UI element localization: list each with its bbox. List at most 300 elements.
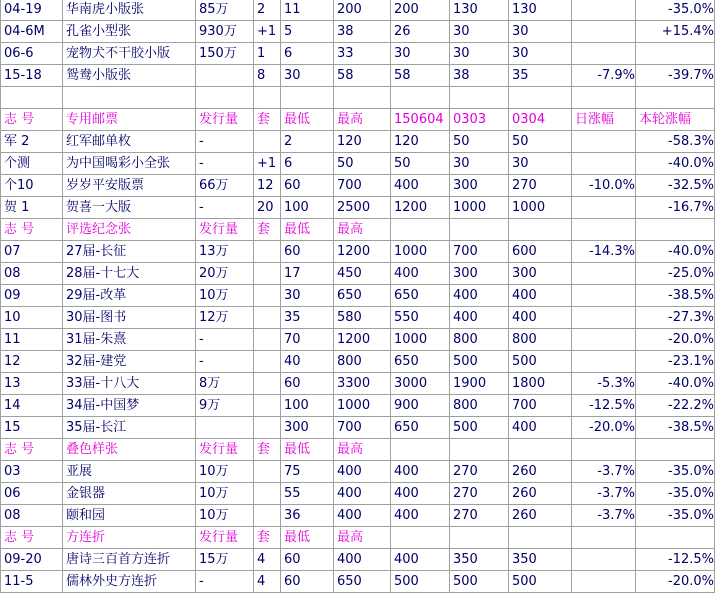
cell-round[interactable]: -39.7% (636, 65, 715, 87)
cell-set[interactable] (254, 505, 281, 527)
cell-name[interactable]: 28届-十七大 (63, 263, 196, 285)
cell-set[interactable] (254, 307, 281, 329)
cell-round[interactable]: -38.5% (636, 417, 715, 439)
cell-p150604[interactable]: 400 (391, 175, 450, 197)
cell-p0303[interactable]: 400 (450, 307, 509, 329)
cell-high[interactable]: 1200 (334, 241, 391, 263)
cell-p0304[interactable]: 50 (509, 131, 572, 153)
cell-daily[interactable] (572, 43, 636, 65)
cell-p0303[interactable]: 800 (450, 395, 509, 417)
cell-issue[interactable]: 13万 (196, 241, 254, 263)
cell-p0303[interactable]: 270 (450, 505, 509, 527)
cell-code[interactable]: 04-19 (1, 0, 63, 21)
cell-round[interactable]: -20.0% (636, 571, 715, 593)
cell-issue[interactable]: - (196, 351, 254, 373)
cell-p0303[interactable]: 30 (450, 153, 509, 175)
cell-high[interactable]: 58 (334, 65, 391, 87)
cell-name[interactable]: 唐诗三百首方连折 (63, 549, 196, 571)
cell-code[interactable]: 04-6M (1, 21, 63, 43)
cell-high[interactable]: 2500 (334, 197, 391, 219)
cell-high[interactable]: 50 (334, 153, 391, 175)
cell-code[interactable]: 志 号 (1, 219, 63, 241)
cell-set[interactable]: +1 (254, 21, 281, 43)
cell-p150604[interactable]: 1000 (391, 241, 450, 263)
cell-p150604[interactable]: 1000 (391, 329, 450, 351)
cell-name[interactable]: 35届-长江 (63, 417, 196, 439)
cell-high[interactable]: 最高 (334, 109, 391, 131)
cell-daily[interactable] (572, 131, 636, 153)
cell-high[interactable]: 450 (334, 263, 391, 285)
cell-name[interactable]: 30届-图书 (63, 307, 196, 329)
cell-set[interactable]: 12 (254, 175, 281, 197)
cell-p0303[interactable]: 270 (450, 483, 509, 505)
cell-high[interactable]: 120 (334, 131, 391, 153)
cell-code[interactable]: 个10 (1, 175, 63, 197)
cell-round[interactable]: -40.0% (636, 153, 715, 175)
cell-issue[interactable]: 10万 (196, 505, 254, 527)
cell-low[interactable]: 35 (281, 307, 334, 329)
cell-p150604[interactable] (391, 219, 450, 241)
cell-code[interactable]: 个测 (1, 153, 63, 175)
cell-issue[interactable]: 10万 (196, 285, 254, 307)
cell-p150604[interactable]: 30 (391, 43, 450, 65)
cell-daily[interactable] (572, 571, 636, 593)
cell-set[interactable]: 2 (254, 0, 281, 21)
cell-daily[interactable]: -14.3% (572, 241, 636, 263)
cell-daily[interactable] (572, 329, 636, 351)
cell-daily[interactable] (572, 439, 636, 461)
cell-high[interactable]: 38 (334, 21, 391, 43)
cell-p0304[interactable]: 35 (509, 65, 572, 87)
cell-code[interactable]: 14 (1, 395, 63, 417)
cell-p0304[interactable]: 400 (509, 285, 572, 307)
cell-high[interactable]: 400 (334, 549, 391, 571)
cell-p0304[interactable] (509, 219, 572, 241)
cell-daily[interactable]: 日涨幅 (572, 109, 636, 131)
cell-p0304[interactable]: 800 (509, 329, 572, 351)
cell-name[interactable]: 华南虎小版张 (63, 0, 196, 21)
cell-name[interactable]: 贺喜一大版 (63, 197, 196, 219)
cell-p150604[interactable]: 550 (391, 307, 450, 329)
cell-round[interactable]: -27.3% (636, 307, 715, 329)
cell-name[interactable]: 33届-十八大 (63, 373, 196, 395)
cell-daily[interactable]: -10.0% (572, 175, 636, 197)
cell-low[interactable]: 2 (281, 131, 334, 153)
cell-issue[interactable]: - (196, 153, 254, 175)
table-row (1, 329, 715, 351)
cell-low[interactable]: 55 (281, 483, 334, 505)
cell-p0304[interactable]: 700 (509, 395, 572, 417)
cell-p0303[interactable]: 30 (450, 43, 509, 65)
cell-high[interactable]: 700 (334, 417, 391, 439)
cell-low[interactable]: 75 (281, 461, 334, 483)
cell-name[interactable]: 专用邮票 (63, 109, 196, 131)
cell-p0304[interactable] (509, 527, 572, 549)
cell-code[interactable]: 11 (1, 329, 63, 351)
cell-high[interactable]: 400 (334, 461, 391, 483)
cell-name[interactable]: 鸳鸯小版张 (63, 65, 196, 87)
cell-p0303[interactable]: 800 (450, 329, 509, 351)
cell-issue[interactable]: 8万 (196, 373, 254, 395)
cell-name[interactable]: 儒林外史方连折 (63, 571, 196, 593)
cell-p150604[interactable]: 58 (391, 65, 450, 87)
cell-p0303[interactable]: 1000 (450, 197, 509, 219)
cell-p0304[interactable]: 300 (509, 263, 572, 285)
cell-daily[interactable] (572, 307, 636, 329)
cell-round[interactable] (636, 87, 715, 109)
cell-p0303[interactable]: 700 (450, 241, 509, 263)
cell-daily[interactable]: -12.5% (572, 395, 636, 417)
table-row (1, 417, 715, 439)
cell-round[interactable]: -35.0% (636, 0, 715, 21)
cell-p0303[interactable]: 500 (450, 351, 509, 373)
cell-p0303[interactable] (450, 439, 509, 461)
cell-round[interactable]: 本轮涨幅 (636, 109, 715, 131)
cell-name[interactable]: 宠物犬不干胶小版 (63, 43, 196, 65)
cell-p150604[interactable]: 150604 (391, 109, 450, 131)
cell-high[interactable]: 580 (334, 307, 391, 329)
cell-code[interactable]: 03 (1, 461, 63, 483)
cell-p150604[interactable] (391, 87, 450, 109)
cell-p0303[interactable]: 0303 (450, 109, 509, 131)
section-header-row (1, 109, 715, 131)
cell-p0304[interactable]: 0304 (509, 109, 572, 131)
cell-high[interactable]: 1000 (334, 395, 391, 417)
cell-p150604[interactable]: 500 (391, 571, 450, 593)
cell-issue[interactable]: 20万 (196, 263, 254, 285)
cell-name[interactable]: 34届-中国梦 (63, 395, 196, 417)
cell-p150604[interactable]: 26 (391, 21, 450, 43)
cell-code[interactable]: 志 号 (1, 439, 63, 461)
cell-set[interactable] (254, 87, 281, 109)
cell-daily[interactable]: -3.7% (572, 505, 636, 527)
cell-high[interactable]: 650 (334, 571, 391, 593)
cell-code[interactable]: 09 (1, 285, 63, 307)
cell-p0303[interactable]: 270 (450, 461, 509, 483)
cell-p0304[interactable]: 600 (509, 241, 572, 263)
cell-daily[interactable] (572, 527, 636, 549)
cell-issue[interactable]: 66万 (196, 175, 254, 197)
cell-name[interactable]: 叠色样张 (63, 439, 196, 461)
cell-set[interactable] (254, 417, 281, 439)
cell-code[interactable]: 06 (1, 483, 63, 505)
cell-round[interactable] (636, 527, 715, 549)
cell-daily[interactable] (572, 153, 636, 175)
cell-low[interactable]: 30 (281, 65, 334, 87)
cell-name[interactable] (63, 87, 196, 109)
cell-p150604[interactable]: 400 (391, 483, 450, 505)
cell-high[interactable]: 33 (334, 43, 391, 65)
cell-name[interactable]: 29届-改革 (63, 285, 196, 307)
cell-p0303[interactable]: 500 (450, 571, 509, 593)
cell-low[interactable]: 60 (281, 175, 334, 197)
cell-low[interactable]: 100 (281, 197, 334, 219)
cell-round[interactable]: -35.0% (636, 505, 715, 527)
cell-issue[interactable]: 85万 (196, 0, 254, 21)
cell-high[interactable]: 200 (334, 0, 391, 21)
cell-issue[interactable] (196, 65, 254, 87)
cell-p0304[interactable]: 400 (509, 417, 572, 439)
cell-round[interactable]: -23.1% (636, 351, 715, 373)
cell-p0303[interactable]: 130 (450, 0, 509, 21)
cell-issue[interactable]: 930万 (196, 21, 254, 43)
cell-low[interactable]: 300 (281, 417, 334, 439)
cell-p0304[interactable]: 30 (509, 153, 572, 175)
cell-name[interactable]: 岁岁平安版票 (63, 175, 196, 197)
cell-daily[interactable]: -3.7% (572, 483, 636, 505)
cell-issue[interactable]: - (196, 131, 254, 153)
cell-set[interactable]: 20 (254, 197, 281, 219)
cell-issue[interactable]: 15万 (196, 549, 254, 571)
cell-name[interactable]: 颐和园 (63, 505, 196, 527)
cell-round[interactable]: -58.3% (636, 131, 715, 153)
cell-round[interactable]: -16.7% (636, 197, 715, 219)
cell-issue[interactable]: - (196, 197, 254, 219)
cell-code[interactable]: 10 (1, 307, 63, 329)
cell-high[interactable]: 最高 (334, 439, 391, 461)
cell-code[interactable]: 08 (1, 263, 63, 285)
cell-p0303[interactable] (450, 219, 509, 241)
cell-name[interactable]: 亚展 (63, 461, 196, 483)
cell-low[interactable]: 40 (281, 351, 334, 373)
cell-p150604[interactable]: 400 (391, 549, 450, 571)
cell-p0304[interactable] (509, 87, 572, 109)
cell-high[interactable] (334, 87, 391, 109)
cell-code[interactable]: 志 号 (1, 109, 63, 131)
cell-high[interactable]: 1200 (334, 329, 391, 351)
cell-p150604[interactable]: 400 (391, 263, 450, 285)
cell-daily[interactable] (572, 197, 636, 219)
cell-p150604[interactable]: 400 (391, 505, 450, 527)
cell-issue[interactable]: 10万 (196, 483, 254, 505)
cell-p0303[interactable]: 350 (450, 549, 509, 571)
cell-p150604[interactable]: 900 (391, 395, 450, 417)
cell-low[interactable]: 最低 (281, 109, 334, 131)
cell-daily[interactable]: -3.7% (572, 461, 636, 483)
cell-low[interactable]: 最低 (281, 527, 334, 549)
cell-low[interactable]: 70 (281, 329, 334, 351)
cell-p150604[interactable]: 650 (391, 417, 450, 439)
cell-set[interactable]: 4 (254, 571, 281, 593)
cell-p0304[interactable]: 30 (509, 21, 572, 43)
cell-p150604[interactable]: 650 (391, 351, 450, 373)
cell-p150604[interactable]: 650 (391, 285, 450, 307)
cell-daily[interactable]: -20.0% (572, 417, 636, 439)
cell-issue[interactable]: - (196, 329, 254, 351)
cell-low[interactable]: 6 (281, 43, 334, 65)
cell-round[interactable] (636, 43, 715, 65)
cell-name[interactable]: 32届-建党 (63, 351, 196, 373)
cell-p0304[interactable]: 400 (509, 307, 572, 329)
cell-daily[interactable] (572, 219, 636, 241)
cell-code[interactable]: 军 2 (1, 131, 63, 153)
cell-p150604[interactable] (391, 439, 450, 461)
cell-round[interactable]: -40.0% (636, 373, 715, 395)
cell-low[interactable]: 60 (281, 241, 334, 263)
cell-set[interactable] (254, 351, 281, 373)
cell-p0304[interactable]: 500 (509, 351, 572, 373)
cell-high[interactable]: 400 (334, 505, 391, 527)
cell-p150604[interactable]: 120 (391, 131, 450, 153)
cell-p150604[interactable]: 3000 (391, 373, 450, 395)
cell-round[interactable]: -25.0% (636, 263, 715, 285)
cell-round[interactable]: -35.0% (636, 483, 715, 505)
cell-set[interactable] (254, 483, 281, 505)
cell-code[interactable]: 志 号 (1, 527, 63, 549)
cell-p0304[interactable]: 130 (509, 0, 572, 21)
cell-round[interactable]: -32.5% (636, 175, 715, 197)
cell-set[interactable]: 套 (254, 527, 281, 549)
cell-p0303[interactable]: 50 (450, 131, 509, 153)
cell-high[interactable]: 3300 (334, 373, 391, 395)
cell-p0304[interactable]: 30 (509, 43, 572, 65)
cell-daily[interactable]: -5.3% (572, 373, 636, 395)
cell-code[interactable]: 13 (1, 373, 63, 395)
cell-low[interactable]: 36 (281, 505, 334, 527)
cell-daily[interactable] (572, 549, 636, 571)
cell-round[interactable]: +15.4% (636, 21, 715, 43)
cell-code[interactable]: 07 (1, 241, 63, 263)
cell-p0304[interactable]: 270 (509, 175, 572, 197)
cell-p150604[interactable]: 1200 (391, 197, 450, 219)
cell-p0304[interactable]: 260 (509, 461, 572, 483)
cell-name[interactable]: 27届-长征 (63, 241, 196, 263)
cell-issue[interactable] (196, 417, 254, 439)
cell-high[interactable]: 400 (334, 483, 391, 505)
cell-daily[interactable] (572, 285, 636, 307)
cell-set[interactable]: 4 (254, 549, 281, 571)
cell-high[interactable]: 最高 (334, 219, 391, 241)
cell-code[interactable]: 15 (1, 417, 63, 439)
cell-round[interactable]: -20.0% (636, 329, 715, 351)
cell-round[interactable] (636, 219, 715, 241)
cell-round[interactable]: -12.5% (636, 549, 715, 571)
cell-code[interactable]: 15-18 (1, 65, 63, 87)
cell-high[interactable]: 650 (334, 285, 391, 307)
cell-daily[interactable] (572, 21, 636, 43)
cell-issue[interactable]: 12万 (196, 307, 254, 329)
cell-name[interactable]: 孔雀小型张 (63, 21, 196, 43)
cell-p150604[interactable]: 50 (391, 153, 450, 175)
cell-code[interactable]: 贺 1 (1, 197, 63, 219)
cell-code[interactable]: 12 (1, 351, 63, 373)
cell-round[interactable]: -35.0% (636, 461, 715, 483)
cell-daily[interactable]: -7.9% (572, 65, 636, 87)
cell-issue[interactable]: 发行量 (196, 527, 254, 549)
cell-low[interactable]: 30 (281, 285, 334, 307)
cell-issue[interactable]: 10万 (196, 461, 254, 483)
cell-set[interactable] (254, 285, 281, 307)
cell-p0303[interactable]: 30 (450, 21, 509, 43)
cell-p0303[interactable]: 300 (450, 263, 509, 285)
cell-p0304[interactable]: 260 (509, 483, 572, 505)
cell-issue[interactable]: 发行量 (196, 109, 254, 131)
cell-p0303[interactable]: 1900 (450, 373, 509, 395)
cell-p0303[interactable] (450, 527, 509, 549)
cell-round[interactable]: -40.0% (636, 241, 715, 263)
cell-set[interactable] (254, 131, 281, 153)
cell-name[interactable]: 红军邮单枚 (63, 131, 196, 153)
cell-p150604[interactable] (391, 527, 450, 549)
cell-p0304[interactable]: 350 (509, 549, 572, 571)
cell-issue[interactable] (196, 87, 254, 109)
cell-set[interactable] (254, 373, 281, 395)
cell-code[interactable]: 08 (1, 505, 63, 527)
cell-low[interactable]: 60 (281, 373, 334, 395)
cell-p0304[interactable] (509, 439, 572, 461)
cell-p0304[interactable]: 1000 (509, 197, 572, 219)
cell-high[interactable]: 800 (334, 351, 391, 373)
cell-p0303[interactable] (450, 87, 509, 109)
cell-round[interactable] (636, 439, 715, 461)
cell-set[interactable] (254, 329, 281, 351)
cell-set[interactable] (254, 395, 281, 417)
cell-low[interactable]: 100 (281, 395, 334, 417)
cell-low[interactable]: 6 (281, 153, 334, 175)
cell-low[interactable]: 最低 (281, 219, 334, 241)
cell-set[interactable]: 8 (254, 65, 281, 87)
cell-p0304[interactable]: 1800 (509, 373, 572, 395)
cell-set[interactable]: 套 (254, 219, 281, 241)
cell-high[interactable]: 700 (334, 175, 391, 197)
cell-name[interactable]: 31届-朱熹 (63, 329, 196, 351)
cell-p0303[interactable]: 38 (450, 65, 509, 87)
cell-issue[interactable]: 9万 (196, 395, 254, 417)
cell-issue[interactable]: 150万 (196, 43, 254, 65)
cell-p150604[interactable]: 200 (391, 0, 450, 21)
cell-daily[interactable] (572, 351, 636, 373)
cell-set[interactable] (254, 461, 281, 483)
cell-p0304[interactable]: 500 (509, 571, 572, 593)
cell-low[interactable]: 最低 (281, 439, 334, 461)
cell-code[interactable]: 09-20 (1, 549, 63, 571)
cell-issue[interactable]: 发行量 (196, 219, 254, 241)
cell-high[interactable]: 最高 (334, 527, 391, 549)
cell-issue[interactable]: - (196, 571, 254, 593)
cell-set[interactable]: +1 (254, 153, 281, 175)
cell-set[interactable]: 1 (254, 43, 281, 65)
cell-low[interactable]: 17 (281, 263, 334, 285)
cell-round[interactable]: -22.2% (636, 395, 715, 417)
cell-name[interactable]: 方连折 (63, 527, 196, 549)
cell-set[interactable] (254, 241, 281, 263)
cell-code[interactable] (1, 87, 63, 109)
cell-daily[interactable] (572, 87, 636, 109)
cell-daily[interactable] (572, 0, 636, 21)
cell-p0303[interactable]: 300 (450, 175, 509, 197)
cell-p0304[interactable]: 260 (509, 505, 572, 527)
cell-p150604[interactable]: 400 (391, 461, 450, 483)
cell-low[interactable]: 5 (281, 21, 334, 43)
cell-name[interactable]: 为中国喝彩小全张 (63, 153, 196, 175)
cell-code[interactable]: 06-6 (1, 43, 63, 65)
cell-daily[interactable] (572, 263, 636, 285)
cell-low[interactable] (281, 87, 334, 109)
cell-low[interactable]: 11 (281, 0, 334, 21)
cell-set[interactable]: 套 (254, 109, 281, 131)
cell-p0303[interactable]: 400 (450, 285, 509, 307)
cell-name[interactable]: 金银器 (63, 483, 196, 505)
cell-set[interactable] (254, 263, 281, 285)
cell-p0303[interactable]: 500 (450, 417, 509, 439)
cell-issue[interactable]: 发行量 (196, 439, 254, 461)
cell-name[interactable]: 评选纪念张 (63, 219, 196, 241)
cell-code[interactable]: 11-5 (1, 571, 63, 593)
cell-low[interactable]: 60 (281, 549, 334, 571)
cell-round[interactable]: -38.5% (636, 285, 715, 307)
cell-set[interactable]: 套 (254, 439, 281, 461)
cell-low[interactable]: 60 (281, 571, 334, 593)
